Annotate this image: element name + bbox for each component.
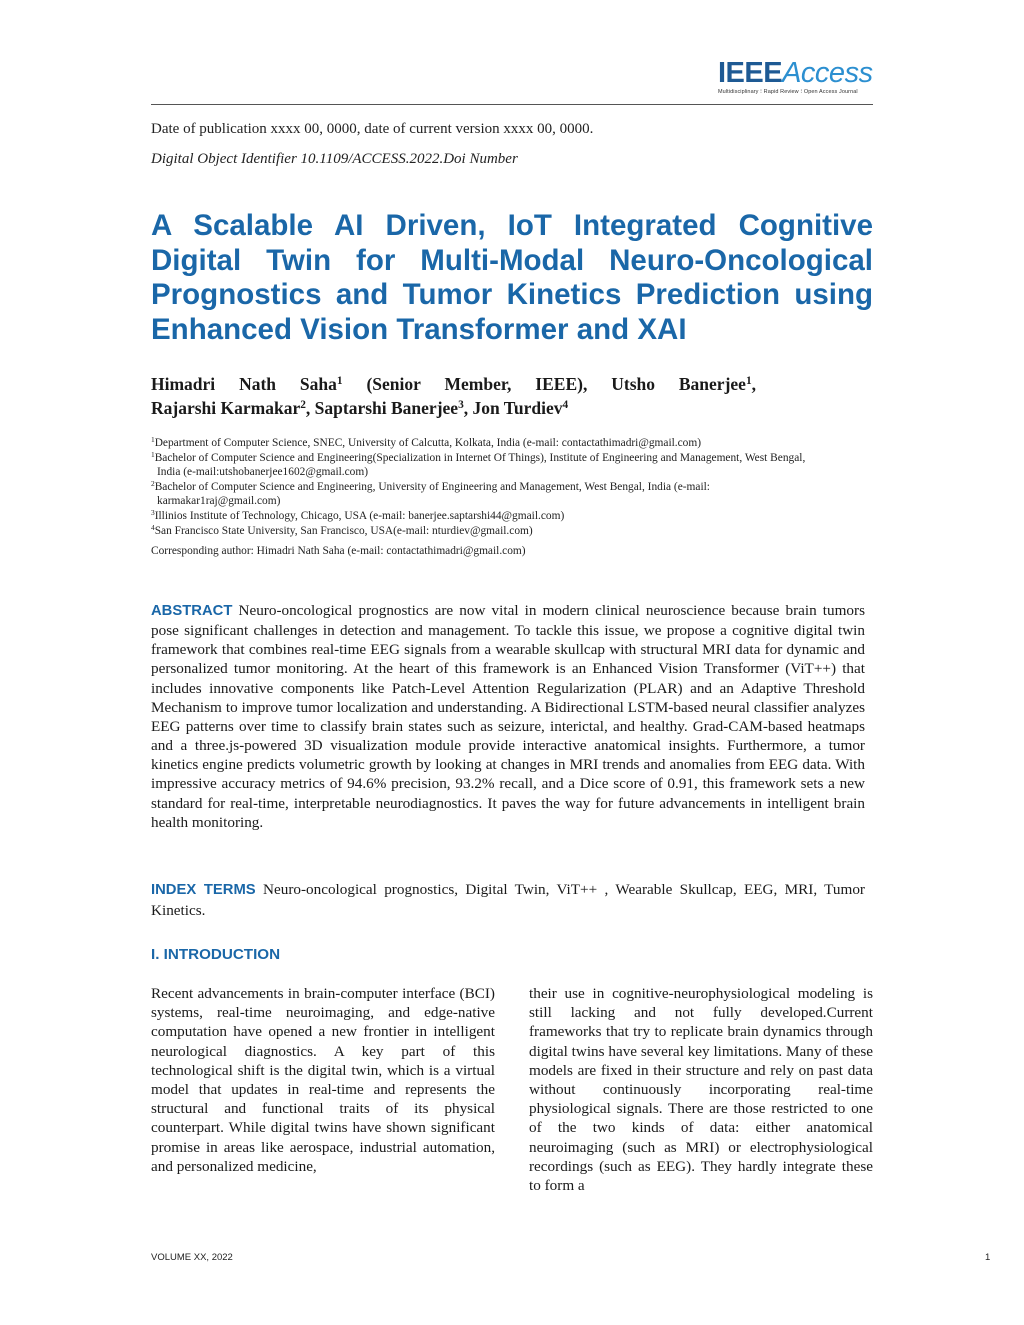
- logo-wordmark: IEEEAccess: [718, 57, 873, 89]
- doi-line: Digital Object Identifier 10.1109/ACCESS.2022.Doi Number: [151, 151, 518, 167]
- body-column-left: Recent advancements in brain-computer interface (BCI) systems, real-time neuroimaging, and edge-native computation have opened a new frontier in intelligent neurological diagnostics. A key part of this technological shift is the digital twin, which is a virtual model that updates in real-time and represents the structural and functional traits of its physical counterpart. While digital twins have shown significant promise in areas like aerospace, industrial automation, and personalized medicine,: [151, 985, 495, 1175]
- author-line: Rajarshi Karmakar$^2$, Saptarshi Banerjee$^3$, Jon Turdiev$^4$: [151, 398, 569, 418]
- header-divider: [151, 104, 873, 105]
- page-number: 1: [985, 1252, 991, 1263]
- index-terms-label: INDEX TERMS: [151, 882, 256, 898]
- affiliation: $^2$Bachelor of Computer Science and Engineering, University of Engineering and Management, West Bengal, India (e-mail: karmakar1raj@gmail.com): [151, 478, 710, 508]
- index-terms: [151, 880, 865, 920]
- abstract: [151, 601, 865, 832]
- affiliations: [151, 436, 873, 559]
- affiliation: $^1$Bachelor of Computer Science and Engineering(Specialization in Internet Of Things), Institute of Engineering and Management, West Bengal, India (e-mail:utshobanerjee1602@gmail.com): [151, 449, 806, 479]
- affiliation: $^1$Department of Computer Science, SNEC, University of Calcutta, Kolkata, India (e-mail: contactathimadri@gmail.com): [151, 434, 702, 449]
- footer-volume: VOLUME XX, 2022: [151, 1252, 233, 1263]
- body-column-right: their use in cognitive-neurophysiological modeling is still lacking and not fully developed.Current frameworks that try to replicate brain dynamics through digital twins have several key limitations. Many of these models are fixed in their structure and rely on past data without continuously incorporating real-time physiological signals. There are those restricted to one of the two kinds of data: either anatomical neuroimaging (such as MRI) or electrophysiological recordings (such as EEG). They hardly integrate these to form a: [529, 985, 873, 1195]
- journal-logo: [718, 58, 878, 100]
- title-line: Digital Twin for Multi-Modal Neuro-Oncological: [151, 243, 873, 277]
- publication-date: Date of publication xxxx 00, 0000, date of current version xxxx 00, 0000.: [151, 121, 594, 137]
- author-line: Himadri Nath Saha$^1$ (Senior Member, IEEE), Utsho Banerjee$^1$,: [151, 374, 757, 394]
- index-terms-text: Neuro-oncological prognostics, Digital Twin, ViT++ , Wearable Skullcap, EEG, MRI, Tumor Kinetics.: [151, 881, 865, 919]
- author-list: [151, 372, 756, 420]
- abstract-label: ABSTRACT: [151, 603, 233, 619]
- corresponding-author: Corresponding author: Himadri Nath Saha (e-mail: contactathimadri@gmail.com): [151, 545, 526, 558]
- logo-tagline: Multidisciplinary ⁝ Rapid Review ⁝ Open Access Journal: [718, 89, 858, 95]
- title-line: Prognostics and Tumor Kinetics Prediction using: [151, 278, 873, 311]
- affiliation: $^3$Illinios Institute of Technology, Chicago, USA (e-mail: banerjee.saptarshi44@gmail.com): [151, 507, 565, 522]
- title-line: Enhanced Vision Transformer and XAI: [151, 312, 687, 346]
- abstract-text: Neuro-oncological prognostics are now vital in modern clinical neuroscience because brain tumors pose significant challenges in detection and management. To tackle this issue, we propose a cognitive digital twin framework that combines real-time EEG signals from a wearable skullcap with structural MRI data for dynamic and personalized tumor monitoring. At the heart of this framework is an Enhanced Vision Transformer (ViT++) that includes innovative components like Patch-Level Attention Regularization (PLAR) and an Adaptive Threshold Mechanism to improve tumor localization and understanding. A Bidirectional LSTM-based neural classifier analyzes EEG patterns over time to classify brain states such as seizure, interictal, and healthy. Grad-CAM-based heatmaps and a three.js-powered 3D visualization module provide interactive anatomical insights. Furthermore, a tumor kinetics engine predicts volumetric growth by looking at changes in MRI trends and anomalies from EEG data. With impressive accuracy metrics of 94.6% precision, 93.2% recall, and a Dice score of 0.91, this framework sets a new standard for real-time, interpretable neurodiagnostics. It paves the way for future advancements in intelligent brain health monitoring.: [151, 602, 865, 831]
- section-heading: I. INTRODUCTION: [151, 946, 281, 963]
- title-line: A Scalable AI Driven, IoT Integrated Cognitive: [151, 209, 873, 242]
- paper-title: [151, 209, 873, 347]
- affiliation: $^4$San Francisco State University, San Francisco, USA(e-mail: nturdiev@gmail.com): [151, 522, 533, 537]
